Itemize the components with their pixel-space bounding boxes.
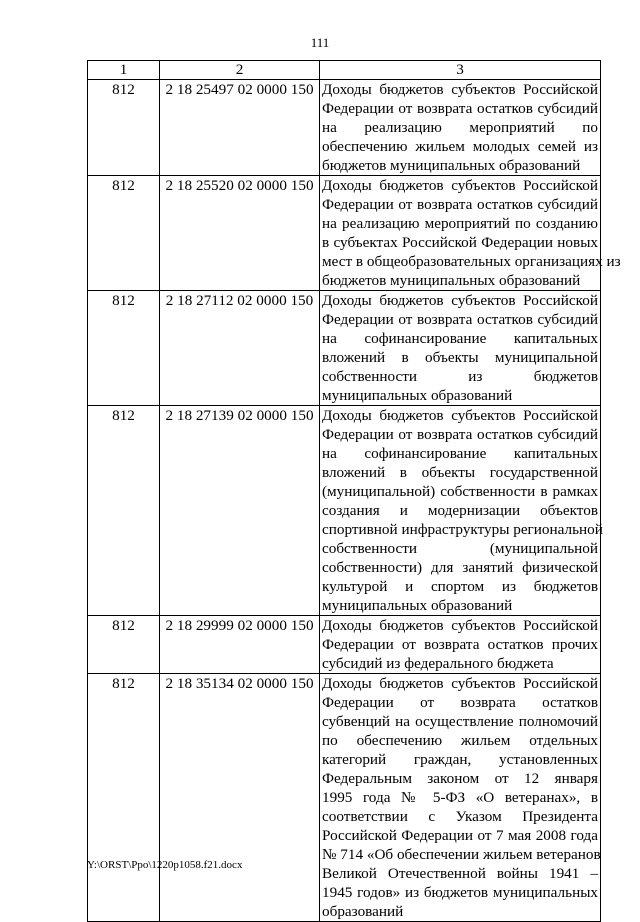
revenue-code-cell: 2 18 25497 02 0000 150	[160, 80, 320, 176]
description-line: муниципальных образований	[322, 387, 513, 404]
description-line: Федерации от возврата остатков	[322, 694, 598, 711]
header-col-1: 1	[88, 61, 160, 80]
description-line: на реализацию мероприятий по созданию	[322, 215, 598, 232]
revenue-description-cell	[320, 176, 621, 291]
revenue-code-cell: 2 18 27139 02 0000 150	[160, 406, 320, 616]
description-line: бюджетов муниципальных образований	[322, 157, 581, 174]
description-line: Федерации от возврата остатков субсидий	[322, 311, 598, 328]
description-line: 1995 года № 5-ФЗ «О ветеранах», в	[322, 789, 598, 806]
budget-revenue-table	[87, 60, 621, 922]
table-row	[88, 176, 601, 291]
description-line: создания и модернизации объектов	[322, 502, 598, 519]
description-line: в субъектах Российской Федерации новых	[322, 234, 598, 251]
revenue-description-cell	[320, 674, 601, 922]
description-line: образований	[322, 903, 404, 920]
table-row	[88, 80, 601, 176]
description-line: Доходы бюджетов субъектов Российской	[322, 292, 598, 309]
description-line: Федеральным законом от 12 января	[322, 770, 598, 787]
admin-code-cell: 812	[88, 616, 160, 674]
description-line: 1945 годов» из бюджетов муниципальных	[322, 884, 598, 901]
table-row	[88, 406, 601, 616]
table-row	[88, 291, 601, 406]
description-line: Доходы бюджетов субъектов Российской	[322, 81, 598, 98]
description-line: мест в общеобразовательных организациях из	[322, 253, 621, 270]
description-line: вложений в объекты муниципальной	[322, 349, 598, 366]
revenue-description-cell	[320, 291, 601, 406]
description-line: Доходы бюджетов субъектов Российской	[322, 617, 598, 634]
revenue-code-cell: 2 18 29999 02 0000 150	[160, 616, 320, 674]
footer-file-path: Y:\ORST\Ppo\1220p1058.f21.docx	[87, 859, 243, 871]
description-line: по обеспечению жильем отдельных	[322, 732, 598, 749]
revenue-code-cell: 2 18 27112 02 0000 150	[160, 291, 320, 406]
description-line: Федерации от возврата остатков субсидий	[322, 100, 598, 117]
revenue-code-cell: 2 18 35134 02 0000 150	[160, 674, 320, 922]
description-line: спортивной инфраструктуры региональной	[322, 521, 603, 538]
description-line: собственности (муниципальной	[322, 540, 598, 557]
description-line: вложений в объекты государственной	[322, 464, 598, 481]
description-line: Российской Федерации от 7 мая 2008 года	[322, 827, 598, 844]
description-line: Федерации от возврата остатков субсидий	[322, 196, 598, 213]
description-line: Федерации от возврата остатков субсидий	[322, 426, 598, 443]
description-line: соответствии с Указом Президента	[322, 808, 598, 825]
description-line: обеспечению жильем молодых семей из	[322, 138, 598, 155]
description-line: на реализацию мероприятий по	[322, 119, 598, 136]
description-line: на софинансирование капитальных	[322, 445, 598, 462]
table-body	[88, 80, 621, 922]
page-number: 111	[310, 35, 330, 50]
description-line: культурой и спортом из бюджетов	[322, 578, 598, 595]
description-line: бюджетов муниципальных образований	[322, 272, 581, 289]
description-line: Великой Отечественной войны 1941 –	[322, 865, 598, 882]
description-line: на софинансирование капитальных	[322, 330, 598, 347]
description-line: собственности) для занятий физической	[322, 559, 598, 576]
revenue-description-cell	[320, 80, 601, 176]
table-row	[88, 616, 601, 674]
description-line: Федерации от возврата остатков прочих	[322, 636, 598, 653]
admin-code-cell: 812	[88, 406, 160, 616]
revenue-description-cell	[320, 406, 601, 616]
admin-code-cell: 812	[88, 80, 160, 176]
description-line: (муниципальной) собственности в рамках	[322, 483, 598, 500]
description-line: субвенций на осуществление полномочий	[322, 713, 598, 730]
header-col-2: 2	[160, 61, 320, 80]
admin-code-cell: 812	[88, 176, 160, 291]
description-line: муниципальных образований	[322, 597, 513, 614]
description-line: № 714 «Об обеспечении жильем ветеранов	[322, 846, 601, 863]
description-line: субсидий из федерального бюджета	[322, 655, 554, 672]
revenue-code-cell: 2 18 25520 02 0000 150	[160, 176, 320, 291]
header-col-3: 3	[320, 61, 601, 80]
description-line: Доходы бюджетов субъектов Российской	[322, 177, 598, 194]
table-row	[88, 674, 601, 922]
admin-code-cell: 812	[88, 674, 160, 922]
description-line: Доходы бюджетов субъектов Российской	[322, 407, 598, 424]
description-line: категорий граждан, установленных	[322, 751, 598, 768]
admin-code-cell: 812	[88, 291, 160, 406]
description-line: собственности из бюджетов	[322, 368, 598, 385]
table-header-row	[88, 61, 601, 80]
revenue-description-cell	[320, 616, 601, 674]
description-line: Доходы бюджетов субъектов Российской	[322, 675, 598, 692]
